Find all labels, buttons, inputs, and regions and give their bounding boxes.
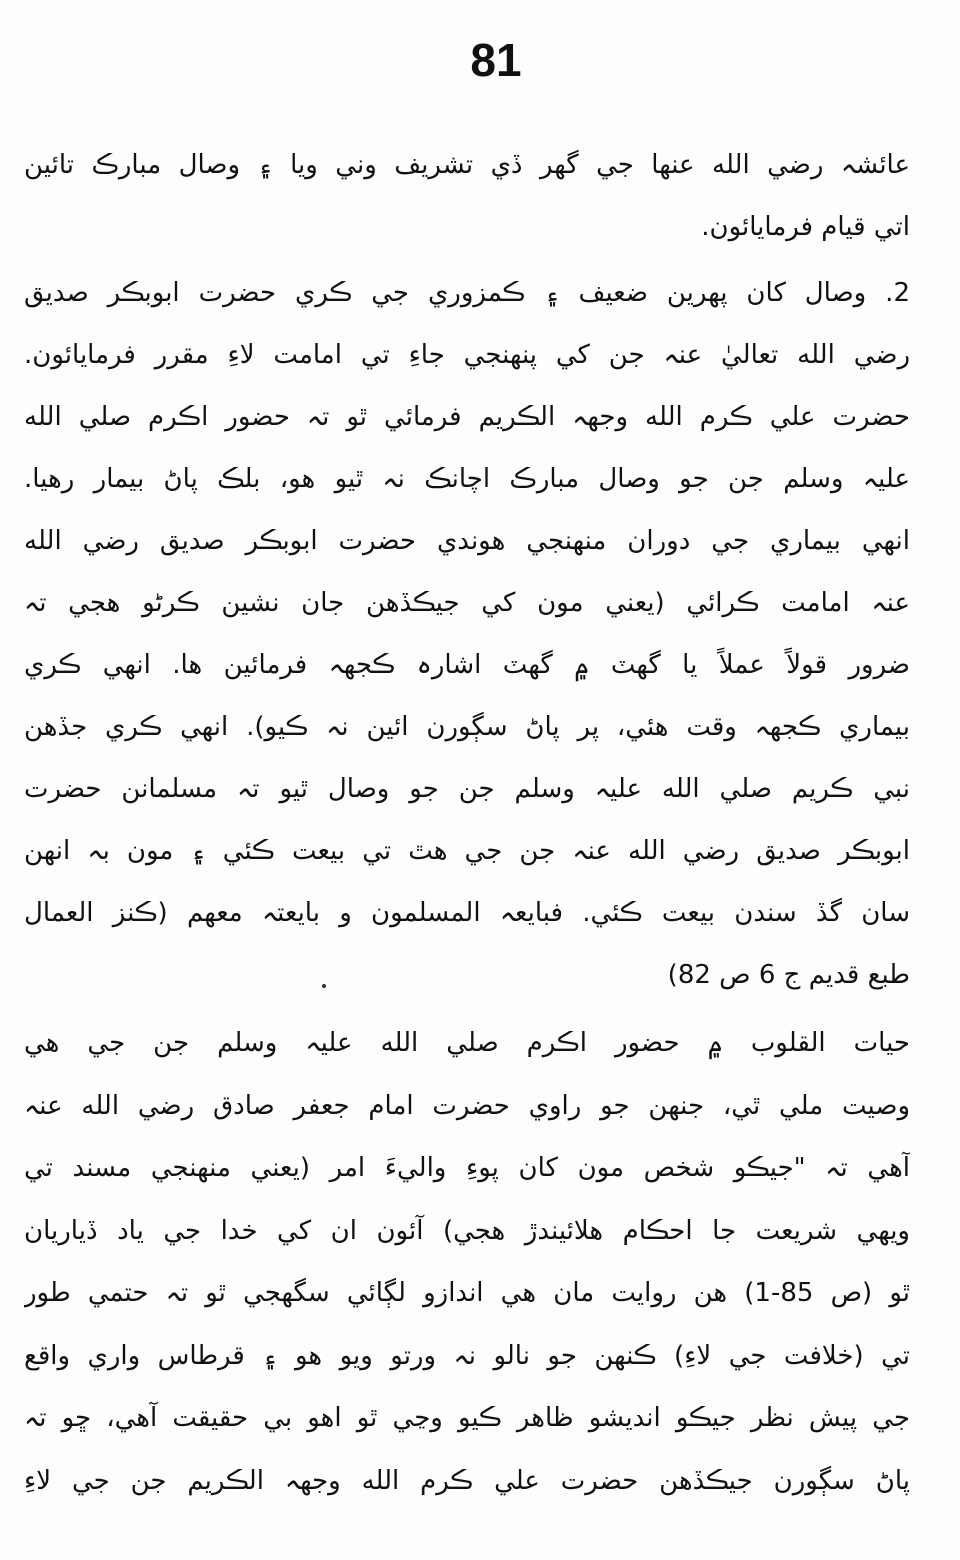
- text-line: سان گڏ سندن بيعت ڪئي. فبايعہ المسلمون و بايعتہ معهم (ڪنز العمال: [24, 898, 910, 928]
- paragraph-1: [24, 134, 910, 258]
- stray-dot: [322, 984, 326, 988]
- text-line: وصيت ملي ٿي، جنهن جو راوي حضرت امام جعفر صادق رضي الله عنہ: [24, 1090, 910, 1121]
- text-line: ٿو (ص 85-1) هن روايت مان هي اندازو لڳائي سگهجي ٿو تہ حتمي طور: [24, 1278, 910, 1308]
- text-line: عنہ امامت ڪرائي (يعني مون کي جيڪڏهن جان نشين ڪرڻو هجي تہ: [24, 588, 910, 618]
- text-line: ابوبڪر صديق رضي الله عنہ جن جي هٿ تي بيعت ڪئي ۽ مون بہ انهن: [24, 836, 910, 866]
- text-line: طبع قديم ج 6 ص 82): [667, 960, 910, 990]
- text-line: حيات القلوب ۾ حضور اڪرم صلي الله عليہ وسلم جن جي هي: [24, 1028, 910, 1058]
- text-line: 2. وصال کان پهرين ضعيف ۽ ڪمزوري جي ڪري حضرت ابوبڪر صديق: [24, 278, 910, 308]
- text-line: انهي بيماري جي دوران منهنجي هوندي حضرت ابوبڪر صديق رضي الله: [24, 526, 910, 556]
- text-line: جي پيش نظر جيڪو انديشو ظاهر ڪيو وڃي ٿو اهو بي حقيقت آهي، ڇو تہ: [24, 1403, 910, 1433]
- text-line: حضرت علي ڪرم الله وجهہ الڪريم فرمائي ٿو تہ حضور اڪرم صلي الله: [24, 402, 910, 432]
- text-line: اتي قيام فرمايائون.: [701, 212, 910, 242]
- text-line: نبي ڪريم صلي الله عليہ وسلم جن جو وصال ٿيو تہ مسلمانن حضرت: [24, 774, 910, 804]
- text-line: ضرور قولاً عملاً يا گهٽ ۾ گهٽ اشارہ ڪجهہ فرمائين ها. انهي ڪري: [24, 650, 910, 680]
- paragraph-2: [24, 262, 910, 1006]
- text-line: آهي تہ "جيڪو شخص مون کان پوءِ واليءَ امر (يعني منهنجي مسند تي: [24, 1153, 910, 1183]
- text-line: رضي الله تعاليٰ عنہ جن کي پنهنجي جاءِ تي امامت لاءِ مقرر فرمايائون.: [24, 340, 910, 370]
- paragraph-3: [24, 1012, 910, 1512]
- page-number: 81: [470, 34, 522, 86]
- text-line: پاڻ سڳورن جيڪڏهن حضرت علي ڪرم الله وجهہ الڪريم جن جي لاءِ: [24, 1465, 910, 1496]
- text-line: عائشہ رضي الله عنها جي گهر ڏي تشريف وني ويا ۽ وصال مبارڪ تائين: [24, 150, 910, 180]
- text-line: تي (خلافت جي لاءِ) ڪنهن جو نالو نہ ورتو ويو هو ۽ قرطاس واري واقع: [24, 1340, 910, 1371]
- text-line: عليہ وسلم جن جو وصال مبارڪ اچانڪ نہ ٿيو هو، بلڪ پاڻ بيمار رهيا.: [24, 464, 910, 494]
- text-line: بيماري ڪجهہ وقت هئي، پر پاڻ سڳورن ائين نہ ڪيو). انهي ڪري جڏهن: [24, 712, 910, 742]
- text-line: ويهي شريعت جا احڪام هلائيندڙ هجي) آئون ان کي خدا جي ياد ڏياريان: [24, 1215, 910, 1246]
